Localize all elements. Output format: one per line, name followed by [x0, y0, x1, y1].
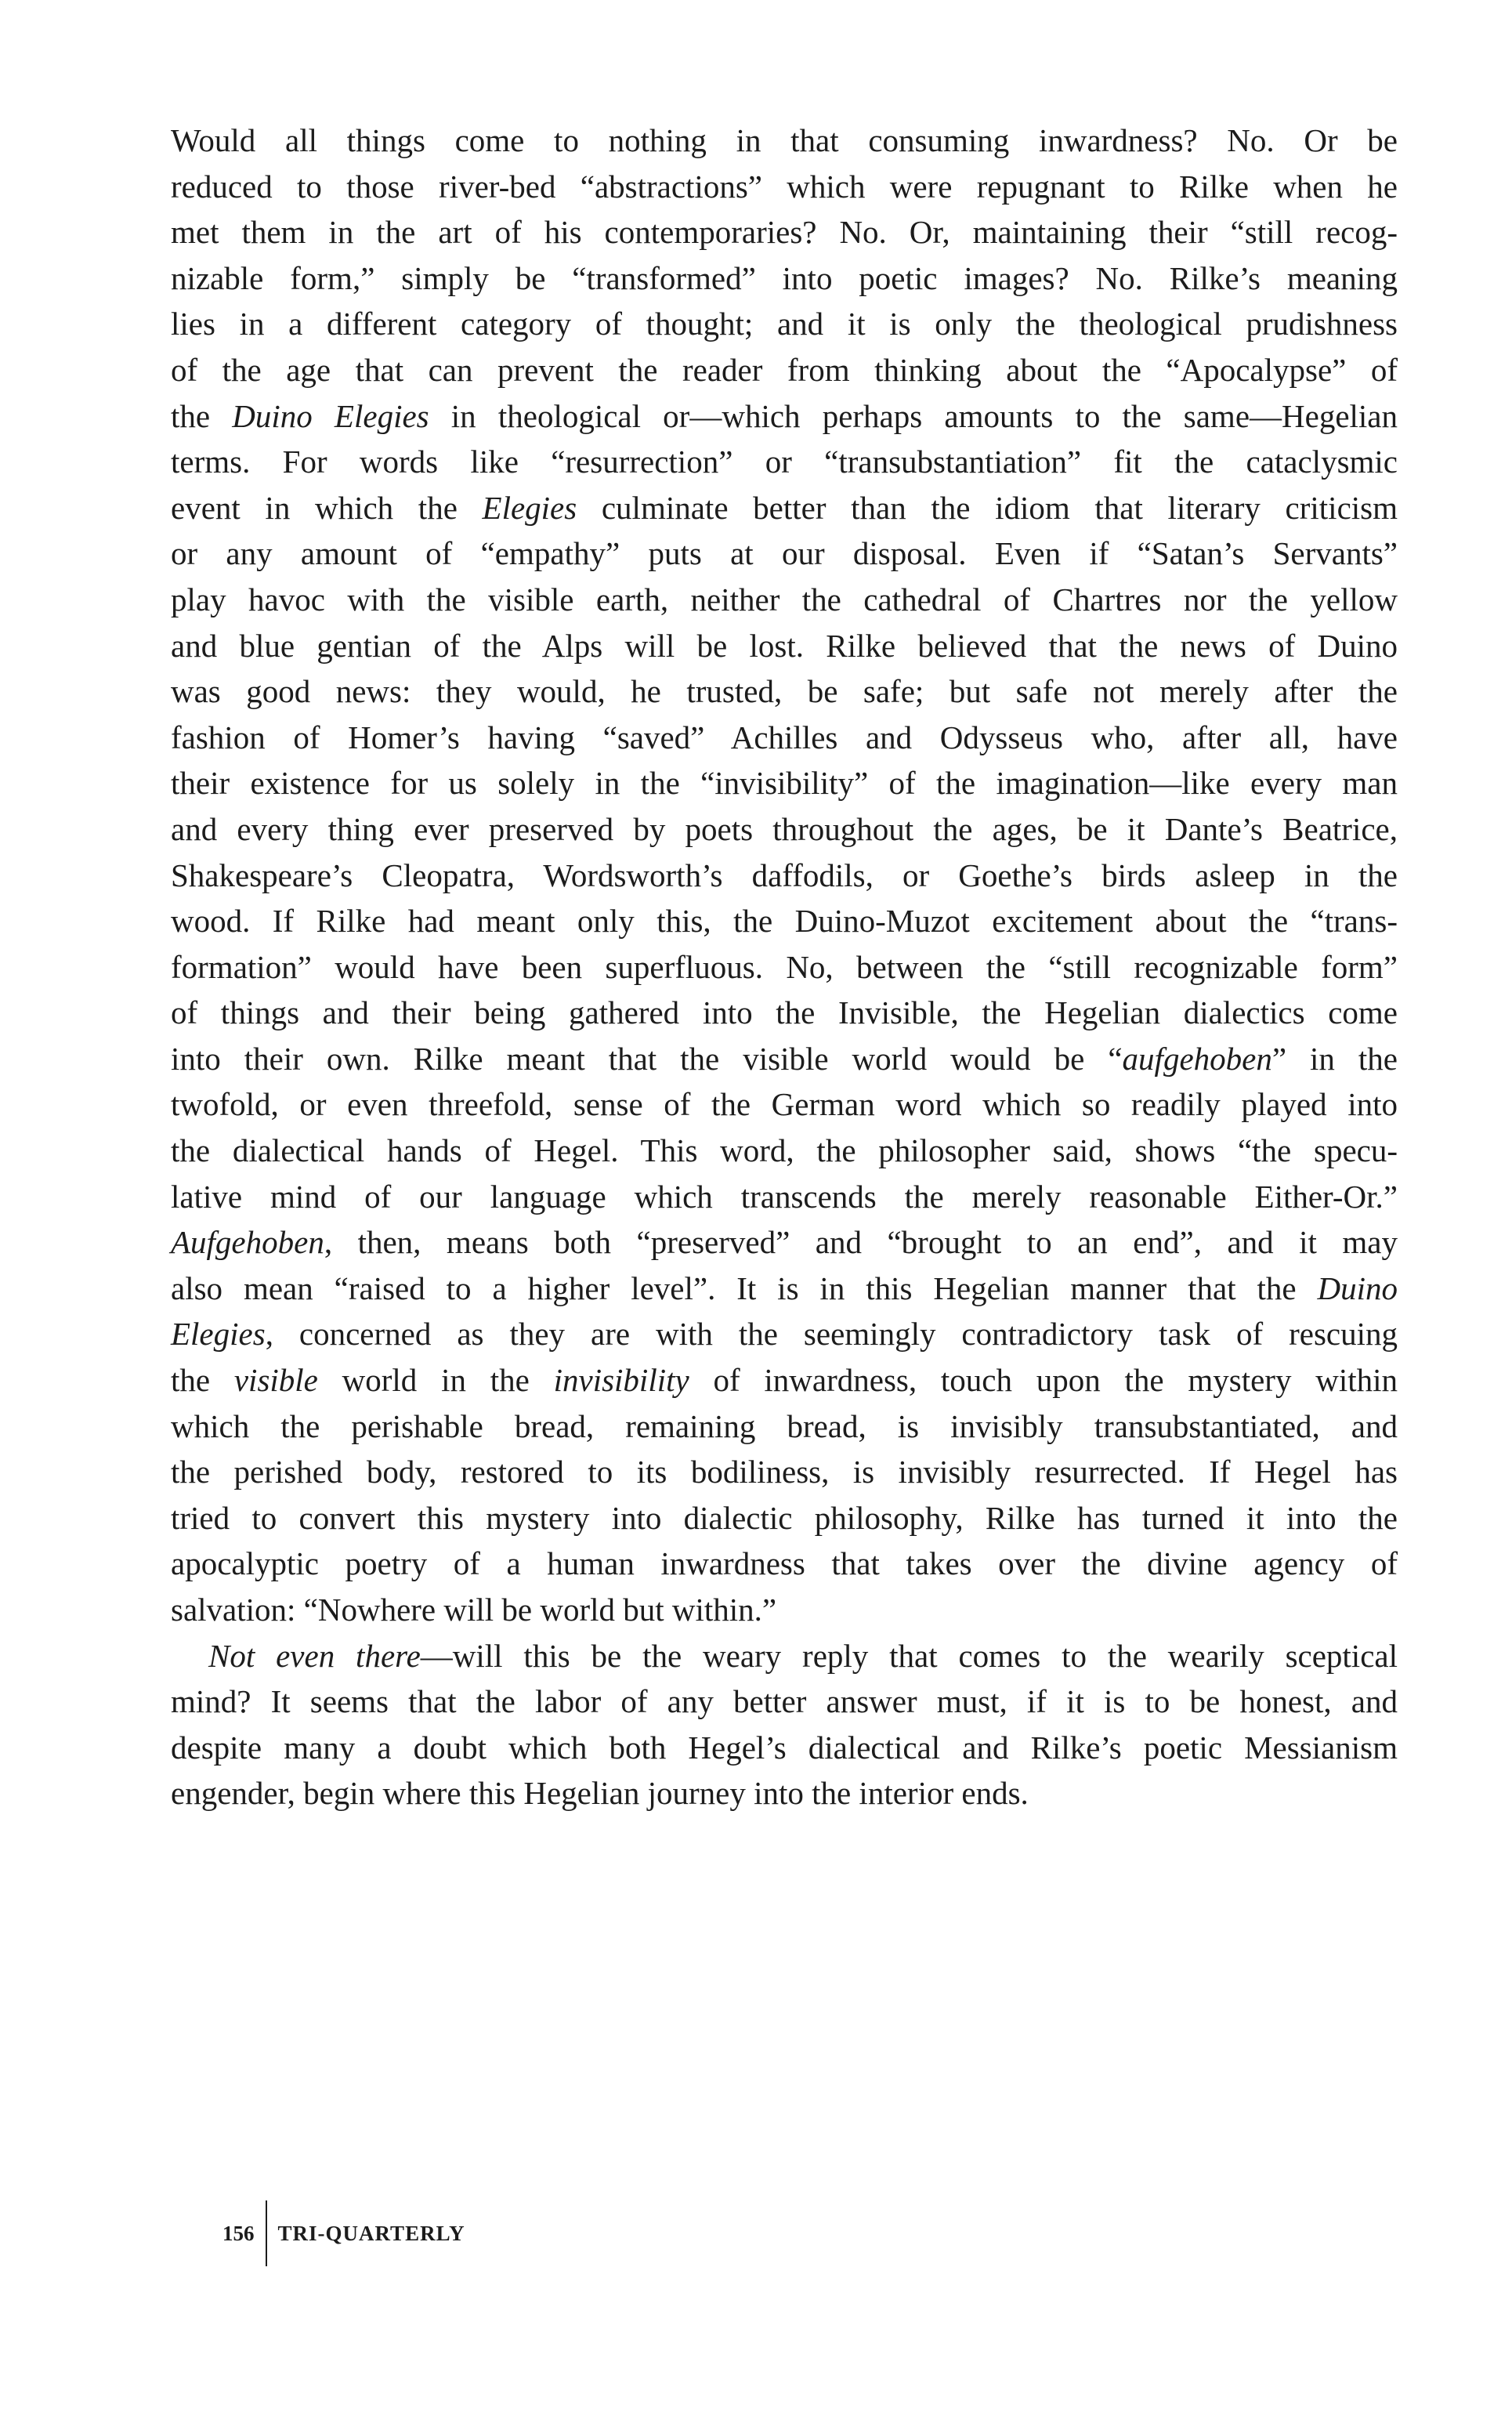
italic-phrase: Not even there	[208, 1637, 421, 1674]
page-number: 156	[222, 2221, 255, 2245]
text-line: into their own. Rilke meant that the visible world would be “aufgehoben” in the	[171, 1040, 1398, 1077]
italic-title: Duino	[1317, 1269, 1398, 1306]
text-line: twofold, or even threefold, sense of the German word which so readily played into	[171, 1086, 1398, 1123]
italic-title: Elegies	[171, 1316, 266, 1353]
italic-term: Aufgehoben	[171, 1224, 324, 1261]
text-line: also mean “raised to a higher level”. It is in this Hegelian manner that the Duino	[171, 1269, 1398, 1306]
text-line: which the perishable bread, remaining bread, is invisibly transubstantiated, and	[171, 1407, 1398, 1444]
text-line: nizable form,” simply be “transformed” into poetic images? No. Rilke’s meaning	[171, 259, 1398, 296]
text-line: Not even there—will this be the weary reply that comes to the wearily sceptical	[208, 1637, 1398, 1674]
text-line: the Duino Elegies in theological or—which perhaps amounts to the same—Hegelian	[171, 397, 1398, 434]
journal-name: TRI-QUARTERLY	[277, 2221, 465, 2245]
text-line: engender, begin where this Hegelian journey into the interior ends.	[171, 1775, 1029, 1812]
text-line: wood. If Rilke had meant only this, the Duino-Muzot excitement about the “trans-	[171, 903, 1398, 940]
text-line: was good news: they would, he trusted, be safe; but safe not merely after the	[171, 673, 1398, 710]
text-line: despite many a doubt which both Hegel’s dialectical and Rilke’s poetic Messianism	[171, 1729, 1398, 1766]
text-line: the visible world in the invisibility of inwardness, touch upon the mystery within	[171, 1362, 1398, 1399]
text-line: Aufgehoben, then, means both “preserved” and “brought to an end”, and it may	[171, 1224, 1398, 1261]
text-line: play havoc with the visible earth, neither the cathedral of Chartres nor the yellow	[171, 581, 1398, 618]
text-line: their existence for us solely in the “invisibility” of the imagination—like every man	[171, 765, 1398, 802]
text-line: the dialectical hands of Hegel. This word, the philosopher said, shows “the specu-	[171, 1132, 1398, 1169]
text-line: salvation: “Nowhere will be world but within.”	[171, 1592, 777, 1628]
italic-title: Elegies	[482, 489, 577, 526]
text-line: terms. For words like “resurrection” or “transubstantiation” fit the cataclysmic	[171, 444, 1398, 480]
text-line: met them in the art of his contemporaries? No. Or, maintaining their “still recog-	[171, 214, 1398, 251]
text-line: and blue gentian of the Alps will be lost. Rilke believed that the news of Duino	[171, 627, 1398, 664]
italic-term: visible	[233, 1362, 318, 1399]
text-line: event in which the Elegies culminate better than the idiom that literary criticism	[171, 489, 1398, 526]
text-line: reduced to those river-bed “abstractions” which were repugnant to Rilke when he	[171, 168, 1398, 205]
italic-term: aufgehoben	[1122, 1040, 1272, 1077]
text-line: fashion of Homer’s having “saved” Achilles and Odysseus who, after all, have	[171, 719, 1398, 755]
text-line: the perished body, restored to its bodiliness, is invisibly resurrected. If Hegel has	[171, 1454, 1398, 1490]
text-line: Elegies, concerned as they are with the seemingly contradictory task of rescuing	[171, 1316, 1398, 1353]
text-line: mind? It seems that the labor of any better answer must, if it is to be honest, and	[171, 1683, 1398, 1720]
text-line: of the age that can prevent the reader from thinking about the “Apocalypse” of	[171, 351, 1398, 388]
text-line: formation” would have been superfluous. No, between the “still recognizable form”	[171, 948, 1398, 985]
text-line: lies in a different category of thought; and it is only the theological prudishness	[171, 306, 1398, 342]
body-text	[171, 118, 1398, 1816]
text-line: apocalyptic poetry of a human inwardness that takes over the divine agency of	[171, 1545, 1398, 1582]
text-line: of things and their being gathered into the Invisible, the Hegelian dialectics come	[171, 994, 1398, 1031]
text-line: or any amount of “empathy” puts at our disposal. Even if “Satan’s Servants”	[171, 535, 1398, 572]
italic-term: invisibility	[553, 1362, 689, 1399]
text-line: and every thing ever preserved by poets throughout the ages, be it Dante’s Beatrice,	[171, 810, 1398, 847]
italic-title: Duino Elegies	[232, 397, 429, 434]
text-line: Shakespeare’s Cleopatra, Wordsworth’s daffodils, or Goethe’s birds asleep in the	[171, 857, 1398, 893]
text-line: lative mind of our language which transcends the merely reasonable Either-Or.”	[171, 1178, 1398, 1215]
text-line: tried to convert this mystery into dialectic philosophy, Rilke has turned it into the	[171, 1499, 1398, 1536]
text-line: Would all things come to nothing in that consuming inwardness? No. Or be	[171, 122, 1398, 158]
page-footer	[222, 2200, 465, 2266]
